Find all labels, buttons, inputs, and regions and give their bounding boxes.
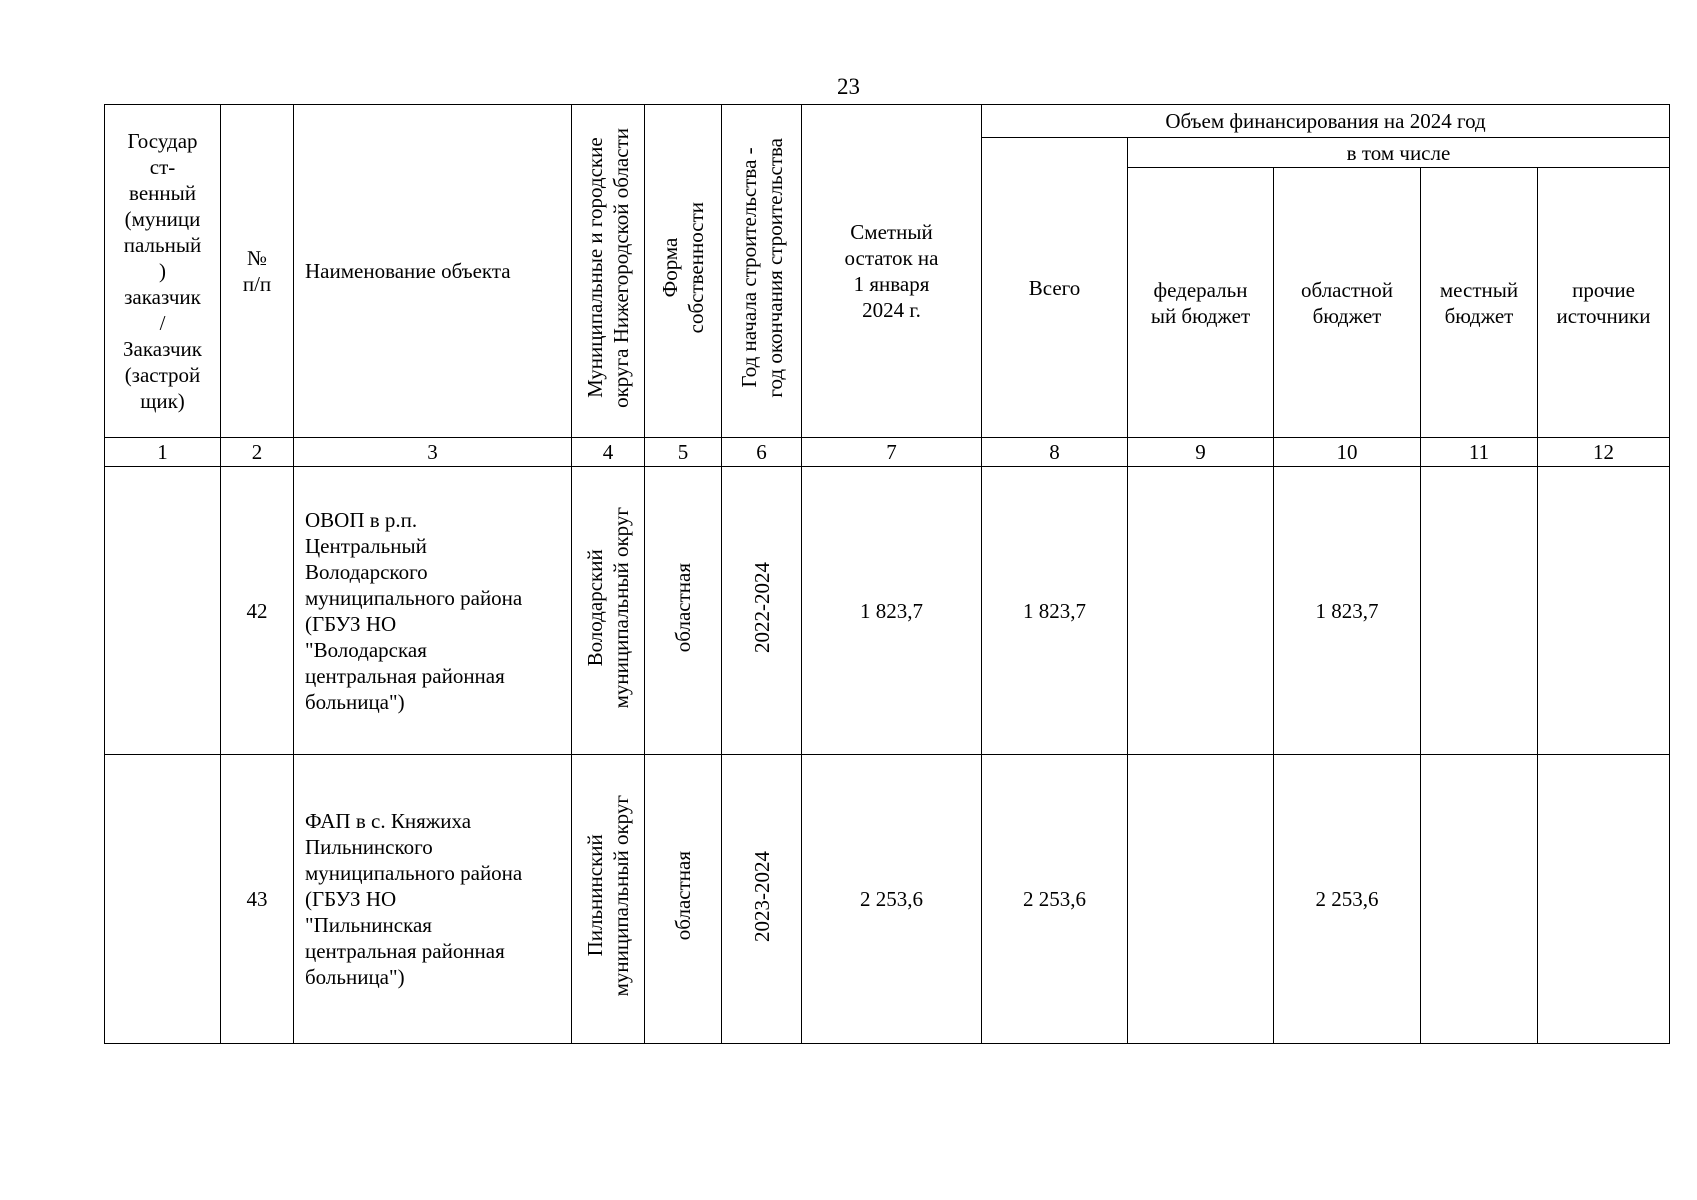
column-number: 1 bbox=[105, 438, 221, 467]
header-other: прочие источники bbox=[1538, 168, 1670, 438]
row-num: 42 bbox=[221, 467, 294, 755]
header-years: Год начала строительства - год окончания строительства bbox=[736, 138, 787, 398]
row-district: Володарский муниципальный округ bbox=[583, 506, 633, 709]
header-regional: областной бюджет bbox=[1274, 168, 1421, 438]
row-num: 43 bbox=[221, 755, 294, 1044]
header-local: местный бюджет bbox=[1421, 168, 1538, 438]
column-number: 6 bbox=[722, 438, 802, 467]
column-number: 7 bbox=[802, 438, 982, 467]
investment-table bbox=[104, 104, 1670, 1044]
row-estimate: 1 823,7 bbox=[802, 467, 982, 755]
row-ownership-cell bbox=[645, 467, 722, 755]
column-number: 9 bbox=[1128, 438, 1274, 467]
column-number: 3 bbox=[294, 438, 572, 467]
column-number: 4 bbox=[572, 438, 645, 467]
row-regional: 1 823,7 bbox=[1274, 467, 1421, 755]
row-years-cell bbox=[722, 467, 802, 755]
row-other bbox=[1538, 467, 1670, 755]
header-estimate: Сметный остаток на 1 января 2024 г. bbox=[802, 105, 982, 438]
header-total: Всего bbox=[982, 138, 1128, 438]
page-number: 23 bbox=[837, 74, 860, 99]
header-ownership-cell bbox=[645, 105, 722, 438]
header-customer: Государ ст- венный (муници пальный ) заказчик / Заказчик (застрой щик) bbox=[105, 105, 221, 438]
table-row bbox=[105, 755, 1670, 1044]
row-total: 2 253,6 bbox=[982, 755, 1128, 1044]
row-ownership-cell bbox=[645, 755, 722, 1044]
column-number: 10 bbox=[1274, 438, 1421, 467]
row-federal bbox=[1128, 467, 1274, 755]
column-number: 2 bbox=[221, 438, 294, 467]
header-name: Наименование объекта bbox=[294, 105, 572, 438]
header-district: Муниципальные и городские округа Нижегородской области bbox=[583, 128, 633, 408]
row-total: 1 823,7 bbox=[982, 467, 1128, 755]
header-including: в том числе bbox=[1128, 138, 1670, 168]
column-number: 8 bbox=[982, 438, 1128, 467]
row-customer bbox=[105, 467, 221, 755]
header-ownership: Форма собственности bbox=[658, 202, 708, 334]
column-number: 11 bbox=[1421, 438, 1538, 467]
header-federal: федеральн ый бюджет bbox=[1128, 168, 1274, 438]
header-years-cell bbox=[722, 105, 802, 438]
row-district-cell bbox=[572, 467, 645, 755]
row-years-cell bbox=[722, 755, 802, 1044]
table-row bbox=[105, 467, 1670, 755]
row-other bbox=[1538, 755, 1670, 1044]
header-num: № п/п bbox=[221, 105, 294, 438]
row-local bbox=[1421, 755, 1538, 1044]
row-estimate: 2 253,6 bbox=[802, 755, 982, 1044]
row-object-name: ФАП в с. Княжиха Пильнинского муниципального района (ГБУЗ НО "Пильнинская центральная районная больница") bbox=[294, 755, 572, 1044]
row-district-cell bbox=[572, 755, 645, 1044]
row-federal bbox=[1128, 755, 1274, 1044]
row-ownership: областная bbox=[671, 851, 695, 941]
row-object-name: ОВОП в р.п. Центральный Володарского муниципального района (ГБУЗ НО "Володарская центральная районная больница") bbox=[294, 467, 572, 755]
row-years: 2023-2024 bbox=[749, 850, 774, 942]
row-customer bbox=[105, 755, 221, 1044]
row-local bbox=[1421, 467, 1538, 755]
row-regional: 2 253,6 bbox=[1274, 755, 1421, 1044]
column-number: 5 bbox=[645, 438, 722, 467]
row-ownership: областная bbox=[671, 562, 695, 653]
column-number: 12 bbox=[1538, 438, 1670, 467]
column-number-row bbox=[105, 438, 1670, 467]
row-district: Пильнинский муниципальный округ bbox=[583, 795, 633, 997]
header-financing-group: Объем финансирования на 2024 год bbox=[982, 105, 1670, 138]
header-row-1 bbox=[105, 105, 1670, 138]
header-district-cell bbox=[572, 105, 645, 438]
row-years: 2022-2024 bbox=[749, 562, 774, 653]
